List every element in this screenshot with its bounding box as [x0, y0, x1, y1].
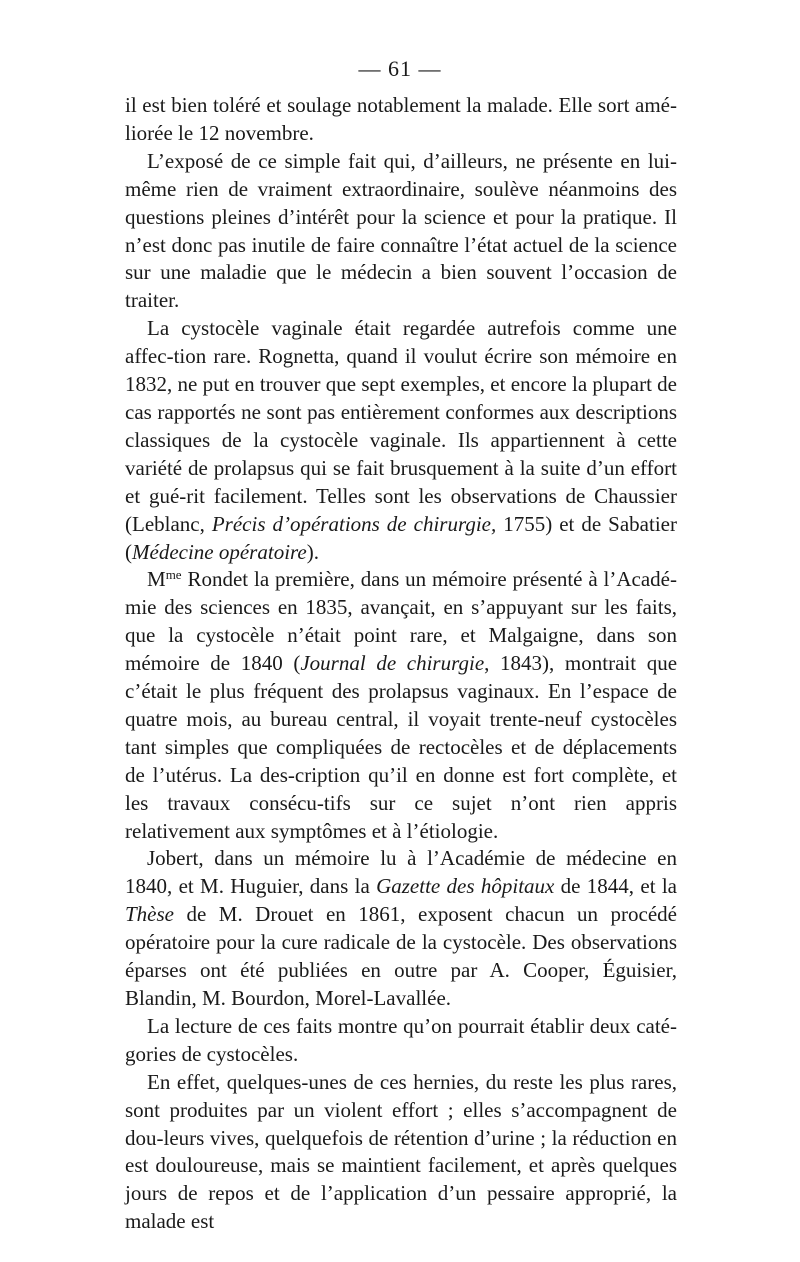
body-text [125, 92, 677, 1236]
italic-citation: Thèse [125, 902, 174, 927]
text-run: Jobert, dans un mémoire lu à l’Académie de médecine en 1840, et M. Huguier, dans la [125, 846, 677, 899]
page-number: — 61 — [358, 56, 442, 81]
italic-citation: Médecine opératoire [132, 539, 307, 564]
text-run: Rondet la première, dans un mémoire présenté à l’Acadé-mie des sciences en 1835, avançait, en s’appuyant sur les faits, que la cystocèle n’était point rare, et Malgaigne, dans son mémoire de 1840 ( [125, 567, 677, 676]
text-run: de M. Drouet en 1861, exposent chacun un procédé opératoire pour la cure radicale de la cystocèle. Des observations éparses ont été publiées en outre par A. Cooper, Éguisier, Blandin, M. Bourdon, Morel-Lavallée. [125, 902, 677, 1010]
paragraph [125, 845, 677, 1012]
text-run: il est bien toléré et soulage notablement la malade. Elle sort amé-liorée le 12 novembre. [125, 93, 677, 145]
text-run: La cystocèle vaginale était regardée autrefois comme une affec-tion rare. Rognetta, quand il voulut écrire son mémoire en 1832, ne put en trouver que sept exemples, et encore la plupart de cas rapportés ne sont pas entièrement conformes aux descriptions classiques de la cystocèle vaginale. Ils appartiennent à cette variété de prolapsus qui se fait brusquement à la suite d’un effort et gué-rit facilement. Telles sont les observations de Chaussier (Leblanc, [125, 316, 677, 536]
paragraph [125, 315, 677, 566]
italic-citation: Journal de chirurgie [300, 651, 485, 676]
paragraph [125, 566, 677, 845]
paragraph [125, 148, 677, 315]
text-run: de 1844, et la [554, 874, 677, 899]
italic-citation: Gazette des hôpitaux [376, 874, 555, 899]
superscript: me [165, 567, 182, 583]
text-run: 1755) et de Sabatier ( [125, 511, 677, 564]
text-run: La lecture de ces faits montre qu’on pourrait établir deux caté-gories de cystocèles. [125, 1013, 677, 1066]
text-run: ). [306, 539, 319, 564]
paragraph [125, 1013, 677, 1069]
paragraph [125, 1069, 677, 1236]
text-run: En effet, quelques-unes de ces hernies, du reste les plus rares, sont produites par un violent effort ; elles s’accompagnent de dou-leurs vives, quelquefois de rétention d’urine ; la réduction en est douloureuse, mais se maintient facilement, et après quelques jours de repos et de l’application d’un pessaire approprié, la malade est [125, 1069, 677, 1234]
paragraph [125, 92, 677, 148]
text-run: M [147, 567, 166, 592]
text-run: , 1843), montrait que c’était le plus fréquent des prolapsus vaginaux. En l’espace de quatre mois, au bureau central, il voyait trente-neuf cystocèles tant simples que compliquées de rectocèles et de déplacements de l’utérus. La des-cription qu’il en donne est fort complète, et les travaux consécu-tifs sur ce sujet n’ont rien appris relativement aux symptômes et à l’étiologie. [125, 651, 678, 843]
text-run: L’exposé de ce simple fait qui, d’ailleurs, ne présente en lui-même rien de vraiment extraordinaire, soulève néanmoins des questions pleines d’intérêt pour la science et pour la pratique. Il n’est donc pas inutile de faire connaître l’état actuel de la science sur une maladie que le médecin a bien souvent l’occasion de traiter. [125, 148, 677, 313]
italic-citation: Précis d’opérations de chirurgie, [211, 511, 497, 536]
